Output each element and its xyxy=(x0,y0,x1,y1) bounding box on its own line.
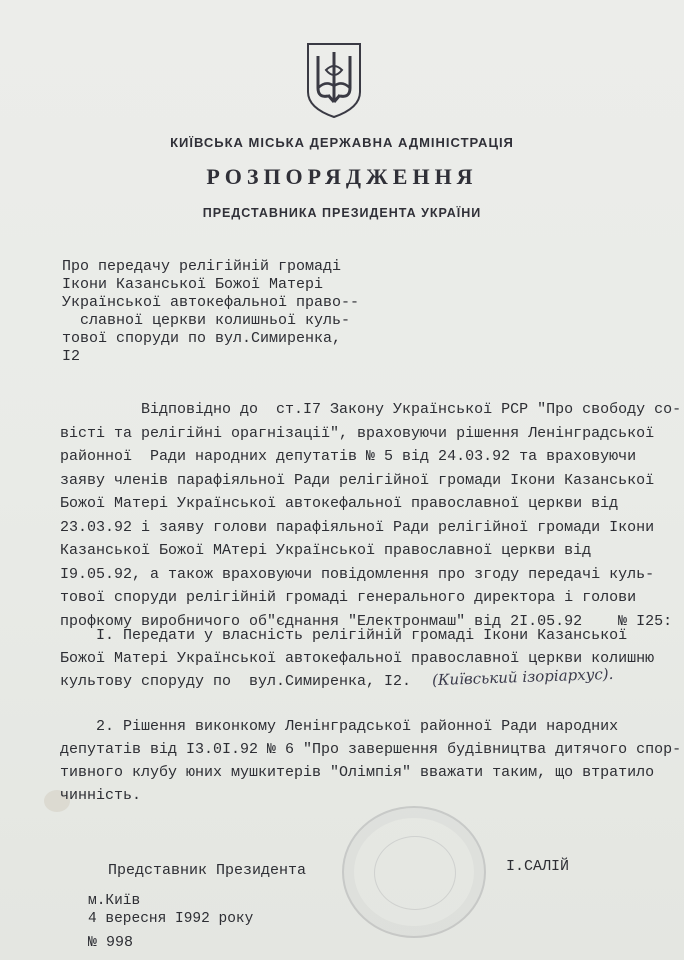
handwritten-note: (Київський ізоріархус). xyxy=(431,664,614,690)
order-item-1: I. Передати у власність релігійній громаді Ікони Казанської Божої Матері Української автокефальної православної церкви колишню культову споруду по вул.Симиренка, I2. xyxy=(60,627,655,690)
round-stamp xyxy=(342,806,486,938)
preamble-paragraph: Відповідно до ст.I7 Закону Української РСР "Про свободу со- вісті та релігійні орагнізації", враховуючи рішення Ленінградської районної Ради народних депутатів № 5 від 24.03.92 та враховуючи заяву членів парафіяльної Ради релігійної громади Ікони Казанської Божої Матері Української автокефальної православної церкви від 23.03.92 і заяву голови парафіяльної Ради релігійної громади Ікони Казанської Божої МАтері Української православної церкви від I9.05.92, а також враховуючи повідомлення про згоду передачі куль- тової споруди релігійній громаді генерального директора і голови профкому виробничого об"єднання "Електронмаш" від 2I.05.92 № I25: xyxy=(60,401,682,630)
subject-block: Про передачу релігійній громаді Ікони Казанської Божої Матері Української автокефальної право-- славної церкви колишньої куль- тової споруди по вул.Симиренка, I2 xyxy=(62,258,360,365)
place-and-date: м.Київ 4 вересня I992 року xyxy=(88,893,254,927)
signatory-role: Представник Президента xyxy=(108,862,307,879)
administration-heading: КИЇВСЬКА МІСЬКА ДЕРЖАВНА АДМІНІСТРАЦІЯ xyxy=(170,135,514,150)
trident-coat-of-arms-icon xyxy=(304,40,364,120)
document-number: № 998 xyxy=(88,934,134,951)
document-type-title: РОЗПОРЯДЖЕННЯ xyxy=(206,164,478,189)
signatory-name: І.САЛІЙ xyxy=(506,858,570,875)
order-item-2: 2. Рішення виконкому Ленінградської районної Ради народних депутатів від I3.0I.92 № 6 "Про завершення будівництва дитячого спор- тивного клубу юних мушкитерів "Олімпія" вважати таким, що втратило чинність. xyxy=(60,718,682,804)
issuer-heading: ПРЕДСТАВНИКА ПРЕЗИДЕНТА УКРАЇНИ xyxy=(202,206,482,220)
